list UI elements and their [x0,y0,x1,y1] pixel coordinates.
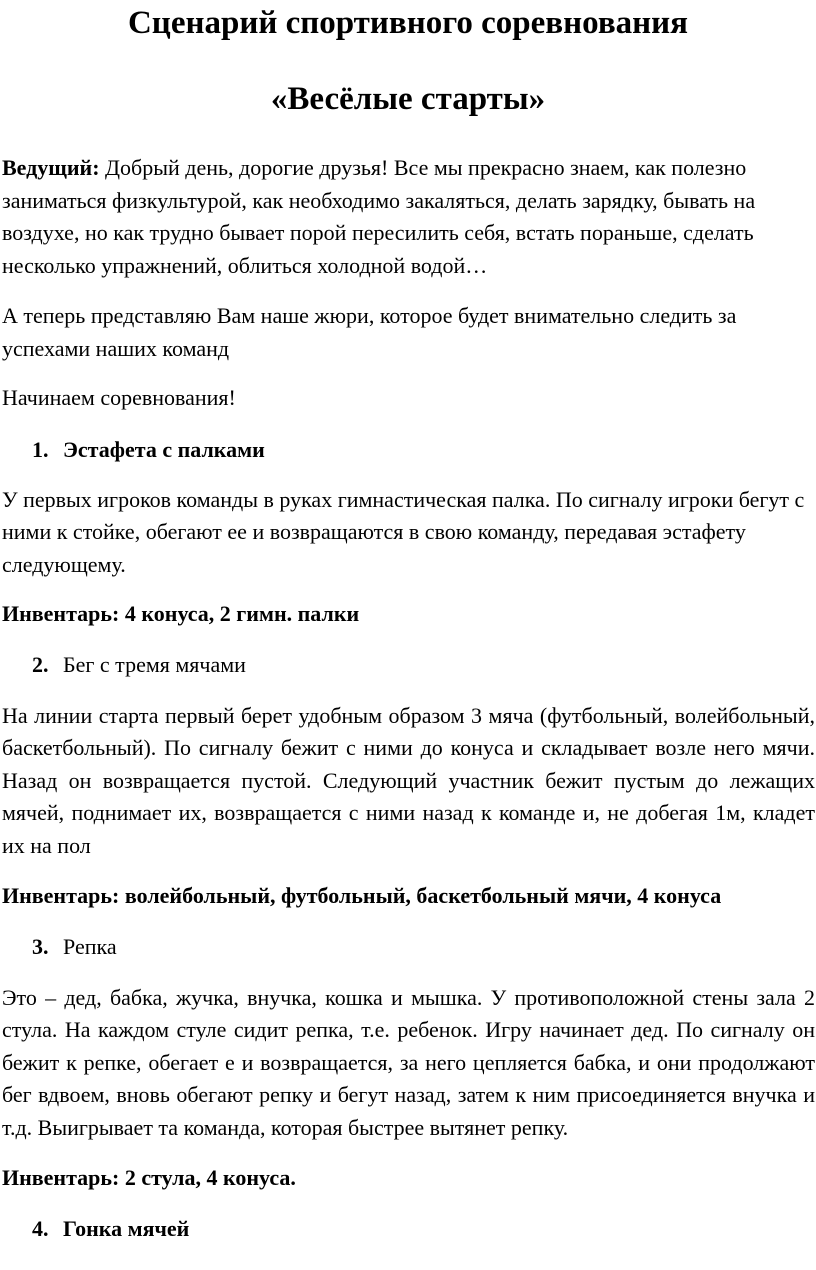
item-4-heading [0,1213,816,1245]
item-1-heading [0,434,816,466]
item-number: 4. [32,1215,49,1241]
item-1-inventory: Инвентарь: 4 конуса, 2 гимн. палки [2,601,360,626]
intro-paragraph [0,152,815,282]
item-title: Эстафета с палками [63,436,265,462]
item-2-heading [0,649,816,681]
speaker-label: Ведущий: [2,155,100,180]
jury-paragraph: А теперь представляю Вам наше жюри, которое будет внимательно следить за успехами наших команд [2,303,737,361]
item-title: Бег с тремя мячами [63,651,246,677]
document-title [0,0,816,120]
start-paragraph: Начинаем соревнования! [2,385,236,410]
item-1-description: У первых игроков команды в руках гимнастическая палка. По сигналу игроки бегут с ними к стойке, обегают ее и возвращаются в свою команду, передавая эстафету следующему. [2,486,805,577]
item-3-heading [0,931,816,963]
item-title: Гонка мячей [63,1215,190,1241]
title-line-1: Сценарий спортивного соревнования [127,5,689,41]
item-number: 1. [32,436,49,462]
item-title: Репка [63,933,117,959]
item-2-inventory: Инвентарь: волейбольный, футбольный, баскетбольный мячи, 4 конуса [2,883,722,908]
item-number: 3. [32,933,49,959]
item-3-inventory: Инвентарь: 2 стула, 4 конуса. [2,1165,296,1190]
item-3-description: Это – дед, бабка, жучка, внучка, кошка и мышка. У противоположной стены зала 2 стула. На каждом стуле сидит репка, т.е. ребенок. Игру начинает дед. По сигналу он бежит к репке, обегает е и возвращается, за него цепляется бабка, и они продолжают бег вдвоем, вновь обегают репку и бегут назад, затем к ним присоединяется внучка и т.д. Выигрывает та команда, которая быстрее вытянет репку. [2,984,815,1140]
intro-text: Добрый день, дорогие друзья! Все мы прекрасно знаем, как полезно заниматься физкультурой, как необходимо закаляться, делать зарядку, бывать на воздухе, но как трудно бывает порой пересилить себя, встать пораньше, сделать несколько упражнений, облиться холодной водой… [2,155,756,278]
item-2-description: На линии старта первый берет удобным образом 3 мяча (футбольный, волейбольный, баскетбольный). По сигналу бежит с ними до конуса и складывает возле него мячи. Назад он возвращается пустой. Следующий участник бежит пустым до лежащих мячей, поднимает их, возвращается с ними назад к команде и, не добегая 1м, кладет их на пол [2,702,815,858]
title-line-2: «Весёлые старты» [270,81,546,117]
item-number: 2. [32,651,49,677]
